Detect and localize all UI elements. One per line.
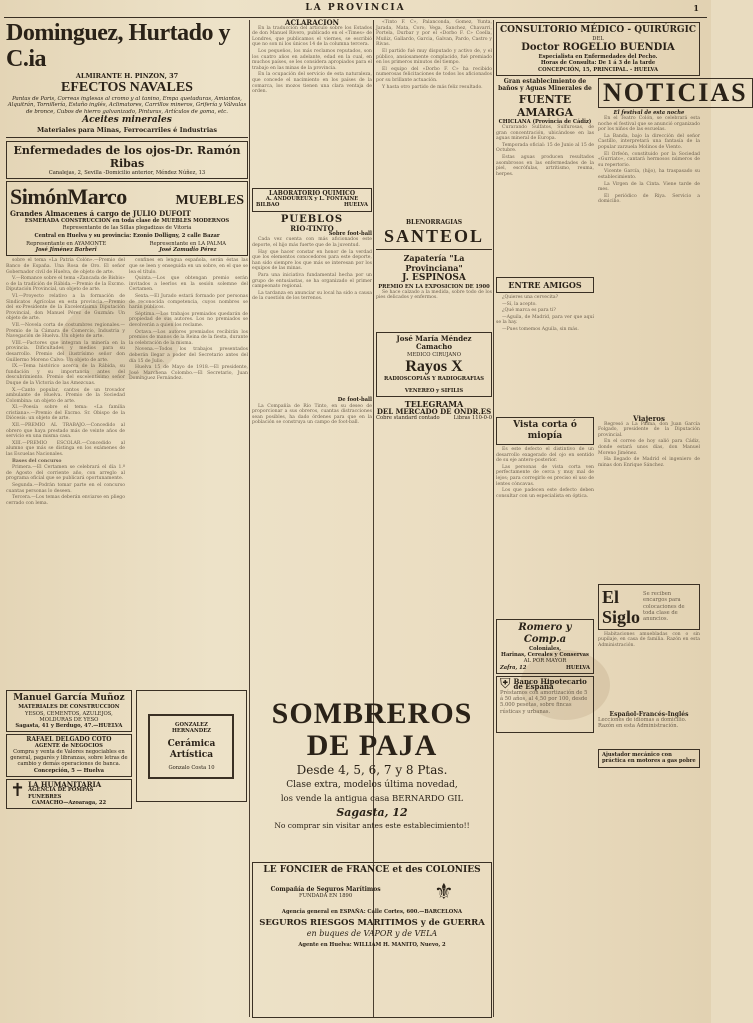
el-siglo-heading: El Siglo [602, 586, 641, 627]
banco-heading: Banco Hipotecario de España [513, 676, 587, 692]
garcia-sub: MATERIALES DE CONSTRUCCION [18, 704, 120, 711]
rayos-heading: Rayos X [405, 358, 463, 375]
sombreros-bernardo: los vende la antigua casa BERNARDO GIL [280, 794, 464, 804]
pueblos-heading: PUEBLOS [280, 213, 344, 225]
ajustador-ad: Ajustador mecánico con práctica en motores a gas pobre [598, 749, 700, 767]
romero-ad [496, 619, 594, 674]
simon-marco-ad [6, 181, 248, 256]
dominguez-title: Dominguez, Hurtado y C.ia [6, 20, 230, 72]
cobre-value: Libras 110-0-0 [453, 415, 492, 421]
rep-left: Representante en AYAMONTE [26, 241, 107, 248]
gran-heading: Gran establecimiento de baños y Aguas Minerales de [498, 77, 592, 93]
fuente-heading: FUENTE AMARGA [516, 92, 574, 119]
sombreros-ad [252, 698, 492, 848]
lab-loc-left: BILBAO [256, 202, 280, 209]
blenorragias-heading: BLENORRAGIAS [405, 219, 463, 226]
garcia-title: Manuel García Muñoz [13, 693, 125, 704]
viajeros-heading: Viajeros [633, 414, 665, 424]
radioscopias: RADIOSCOPIAS Y RADIOGRAFIAS [383, 376, 484, 382]
bank-emblem-icon: ⛨ [500, 675, 511, 692]
doctor: Doctor ROGELIO BUENDIA [521, 42, 675, 54]
festival: El festival de esta noche [613, 109, 685, 116]
dominguez-ad [6, 20, 248, 134]
espanol-heading: Español-Francés-Inglés [609, 710, 689, 718]
garcia-ad [6, 690, 132, 732]
rep-right-name: José Zamudio Pérez [159, 247, 217, 254]
agencia: Agencia general en ESPAÑA: Calle Cortes, 600.—BARCELONA [281, 909, 463, 915]
simon-rep: Representante de las Sillas plegadizas de Vitoria [62, 224, 192, 231]
chiclana: CHICLANA (Provincia de Cádiz) [498, 118, 592, 125]
ribas-ad [6, 141, 248, 179]
compania: Compañía de Seguros Marítimos [270, 885, 381, 893]
espinosa-heading: J. ESPINOSA [402, 272, 466, 283]
rafael-ad [6, 734, 132, 777]
entre-heading: ENTRE AMIGOS [496, 277, 594, 293]
rep-right: Representante en LA PALMA [149, 241, 227, 248]
masthead-rule [4, 17, 707, 18]
agente: Agente en Huelva: WILLIAM H. MANITO, Nuevo, 2 [298, 942, 446, 949]
sombreros-sagasta: Sagasta, 12 [336, 806, 408, 819]
especialista: Especialista en Enfermedades del Pecho. [538, 54, 658, 61]
page-number: 1 [693, 3, 701, 13]
del: DEL [592, 36, 604, 42]
column-divider [493, 20, 494, 1017]
vista-heading: Vista corta ó miopía [496, 417, 594, 445]
sobre-foot-heading: Sobre foot-ball [328, 231, 372, 238]
rafael-sub: AGENTE de NEGOCIOS [34, 742, 103, 749]
consultorio-heading: CONSULTORIO MÉDICO - QUIRÚRGIC [500, 25, 696, 35]
sombreros-desde: Desde 4, 5, 6, 7 y 8 Ptas. [296, 763, 448, 777]
banco-ad: ⛨ Banco Hipotecario de España Préstamos con amortización de 5 á 50 años, al 4,50 por 100, desde 5.000 pesetas, sobre fincas rústicas y urbanas. [496, 676, 594, 733]
sombreros-heading: SOMBREROS DE PAJA [271, 697, 473, 762]
laboratorio-ad [252, 188, 372, 212]
telegrama-heading: TELEGRAMA [404, 399, 464, 410]
dominguez-address: ALMIRANTE H. PINZON, 37 [75, 72, 179, 80]
ceramica-name: GONZALEZ HERNANDEZ [172, 722, 211, 735]
ribas-sub: Canalejas, 2, Sevilla -Domicilio anterior, Méndez Núñez, 13 [48, 170, 206, 177]
horas: Horas de Consulta: De 1 á 3 de la tarde [540, 60, 656, 67]
lab-loc-right: HUELVA [343, 202, 368, 209]
lab-names: A. ANDOUREUX y L. FONTAINE [265, 196, 359, 203]
ceramica-ad [136, 690, 247, 802]
sombreros-comprar: No comprar sin visitar antes este establecimiento!! [274, 821, 470, 830]
laboratorio-title: LABORATORIO QUIMICO [268, 189, 356, 197]
mercado-heading: DEL MERCADO DE ONDR.ES [376, 407, 492, 417]
central: Central en Huelva y su provincia: Ezonio Dolligny, 2 calle Bazar [34, 232, 220, 239]
garcia-items: YESOS, CEMENTOS, AZULEJOS, MOLDURAS DE YESO [25, 710, 113, 723]
column-1 [6, 20, 248, 1020]
noticias-heading: NOTICIAS [598, 78, 753, 108]
rafael-title: RAFAEL DELGADO COTO [26, 736, 112, 744]
efectos-text: Pantas de Paris, Correas inglesas al cromo y al tanino, Empa quetaduras, Amiantos, Alquitrán, Tornillería, Estaño inglés, Aclimatores, Carrillos mineros, Grifería y Válvulas de bronce, Cubos de hierro galvanizado, Pinturas, Artículos de goma, etc. [7, 96, 247, 115]
concurso-text-left: sobre el tema «La Patria Colón».—Premio del Banco de España. Una Rosa de Oro. El señor Gobernador civil de Huelva, de objeto de arte. V.—Romance sobre el tema «Zancada de Bisbis» o de la tradición de Rábida.—Premio de la Excmo. Diputación Provincial, un objeto de arte. VI.—Proyecto relativo a la formación de Sindicatos Agrícolas en esta provincia.—Premio del ex-Presidente de la Excelentísima Diputación Provincial, don Manuel Pérez de Guzmán: Un objeto de arte. VII.—Novela corta de costumbres regionales.—Premio de la Cámara de Comercio, Industria y Navegación de Huelva. Un objeto de arte. VIII.—Factores que integran la minería en la provincia. Dificultades y medios para su desarrollo. Premio del ilustrísimo señor don Guillermo Moreno Calvo: Un objeto de arte. IX.—Tema histórico acerca de la Rábida, su fundación y su importancia antes del descubrimiento. Premio del excelentísimo señor Duque de la Victoria de las Amezcuas. X.—Canto popular, cantos de un trovador ambulante de Huelva. Premio de la Sociedad Colombina: un objeto de arte. XI.—Poesía sobre el tema: «La familia cristiana».—Premio del Excmo. Sr. Obispo de la Diócesis: un objeto de arte. XII.—PREMIO AL TRABAJO.—Concedido al obrero que haya prestado más de veinte años de servicio en una misma casa. XIII.—PREMIO ESCOLAR.—Concedido al alumno que más se distinga en los exámenes de las Escuelas Nacionales. Bases del concurso Primera.—El Certamen se celebrará el día 1.º de Agosto del corriente año, con arreglo al programa oficial que se publicará oportunamente. Segunda.—Podrán tomar parte en el concurso cuantas personas lo deseen. Tercera.—Los temas deberán enviarse en pliego cerrado con lema. [6, 258, 125, 506]
santeol-heading: SANTEOL [383, 225, 485, 246]
seguros: SEGUROS RIESGOS MARITIMOS y de GUERRA [259, 918, 485, 929]
column-2: ACLARACION En la traducción del artículo sobre los Estados de don Manuel Rivero, publicado en el «Times» de Londres, que publicamos el viernes, se escribió que no son ni los únicos 14 de la columna tercera. Los pequeños, los más reclamos reputados, son los cuatro años en adelante, edad en la cual, en muchos países, se les considera apropiados para el trabajo en las minas de la provincia. En la ocupación del servicio de esta naturaleza, que concede el nacimiento en los países de la comarca, los mozos tienen una clara ventaja de orden. LABORATORIO QUIMICO A. ANDOUREUX y L. FONTAINE BILBAO HUELVA PUEBLOS RIO-TINTO Sobre foot-ball Cada vez cuenta con más aficionados este deporte, el hijo más fuerte que de la juventud. Hay que hacer constar en honor de la verdad que los elementos conocedores para este deporte, han sido siempre los que más se interesan por los equipos de las minas. Para una iniciativa fundamental hecha por un grupo de entusiastas, se ha organizado el primer campeonato regional. La tardanza en anunciar su local ha sido a causa de la cuestión de los terrenos. De foot-ball La Compañía de Río Tinto, en su deseo de proporcionar a sus obreros, cuantas distracciones sean posibles, ha dado órdenes para que en la población se construya un campo de foot-ball. [252, 18, 372, 426]
cobre-label: Cobre standard contado [376, 415, 440, 421]
simon-grandes: Grandes Almacenes á cargo de JULIO DUFOIT [10, 209, 191, 219]
jose-maria-name: José María Méndez Camacho [396, 333, 472, 352]
shield-icon: ⚜ [434, 880, 454, 905]
medico: MEDICO CIRUJANO [407, 351, 461, 358]
de-foot-heading: De foot-ball [337, 397, 372, 404]
consultorio-ad [496, 22, 700, 76]
efectos-heading: EFECTOS NAVALES [61, 80, 193, 95]
concurso-text-right: confines en lengua española, serán éstas las que se leen y enseguida en un sobre, en el que se lea el título. Quinta.—Los que obtengan premio serán invitados a leerlos en la sesión solemne del Certamen. Sexta.—El Jurado estará formado por personas de reconocida competencia, cuyos nombres se harán públicos. Séptima.—Los trabajos premiados quedarán de propiedad de sus autores. Los no premiados se devolverán a quien los reclame. Octava.—Los autores premiados recibirán los premios de manos de la Reina de la fiesta, durante la celebración de la misma. Novena.—Todos los trabajos presentados deberán llegar a poder del Secretario antes del día 15 de Julio. Huelva 15 de Mayo de 1918.—El presidente, José Marchena Colombo.—El Secretario, Juan Domínguez Fernández. [129, 258, 248, 382]
rafael-text: Compra y venta de Valores negociables en general, pagarés y libranzas, sobre letras de cambio y demás operaciones de banca. [10, 749, 128, 768]
buques: en buques de VAPOR y de VELA [306, 929, 438, 939]
humanitaria-contact: CAMACHO—Azoaraga, 22 [31, 799, 107, 806]
harinas: Harinas, Cereales y Conservas [501, 652, 589, 659]
huelva: HUELVA [565, 664, 590, 671]
el-siglo-ad: El Siglo Se reciben encargos para colocaciones de toda clase de anuncios. [598, 584, 700, 630]
zafra: Zafra, 12 [500, 664, 527, 671]
venereo: VENEREO y SIFILIS [404, 388, 464, 395]
cross-icon: ✝ [10, 780, 26, 802]
garcia-addr: Sagasta, 41 y Berdugo, 47.—HUELVA [15, 723, 123, 730]
concepcion: CONCEPCIÓN, 15, PRINCIPAL. - HUELVA [537, 66, 659, 73]
column-4: CONSULTORIO MÉDICO - QUIRÚRGIC DEL Doctor ROGELIO BUENDIA Especialista en Enfermedades del Pecho. Horas de Consulta: De 1 á 3 de la tarde CONCEPCIÓN, 15, PRINCIPAL. - HUELVA Gran establecimiento de baños y Aguas Minerales de FUENTE AMARGA CHICLANA (Provincia de Cádiz) Curarando Sulfatos, Sulfurosas, de gran concentración, ubicándose en las aguas mineral de Europa. Temporada oficial: 15 de Junio al 15 de Octubre. Estas aguas producen resultados asombrosos en las enfermedades de la piel, escrófulas, artritismo, reuma, herpes. ENTRE AMIGOS ¿Quieres una cervecita? —Sí, la acepto. ¿Qué marca es para ti? —Aguila, de Madrid, para ver que aquí se la hay. —Pues tomemos Aguila, sin más. Vista corta ó miopía Es este defecto el distintivo de un desarrollo exagerado del ojo en sentido de su eje antero-posterior. Las personas de vista corta ven perfectamente de cerca y muy mal de lejos; para corregirlo es preciso el uso de lentes cóncavas. Los que padecen este defecto deben consultar con un especialista en óptica. Romero y Comp.a Coloniales, Harinas, Cereales y Conservas AL POR MAYOR Zafra, 12 HUELVA ⛨ Banco Hipotecario de España Préstamos con amortización de 5 á 50 años, al 4,50 por 100, desde 5.000 pesetas, sobre fincas rústicas y urbanas. NOTICIAS El festival de esta noche En el Teatro Colón, se celebrará esta noche el festival que se anunció organizado por los niños de las escuelas. La Banda, bajo la dirección del señor Castillo, interpretará una fantasía de la popular zarzuela Molinos de Viento. El Orfeón, constituido por la Sociedad «Gurriato», cantará hermosos números de su repertorio. Vicente García, (hijo), ha traspasado su establecimiento. La Virgen de la Cinta. Viene tarde de mes. El periódico de Riya. Servicio a domicilio. Viajeros Regresó a La Palma, don Juan García Folgado, presidente de la Diputación provincial. En el correo de hoy salió para Cádiz, donde estará unos días, don Manuel Moreno Jiménez. Ha llegado de Madrid el ingeniero de minas don Enrique Sánchez. El Siglo Se reciben encargos para colocaciones de toda clase de anuncios. Habitaciones amuebladas con o sin pupilaje, en casa de familia. Razón en esta Administración. Español-Francés-Inglés Lecciones de idiomas a domicilio. Razón en esta Administración. Ajustador mecánico con práctica en motores a gas pobre [496, 20, 700, 1020]
masthead [0, 0, 711, 16]
zapateria-heading: Zapatería "La Provinciana" [403, 252, 465, 273]
foncier-heading: LE FONCIER de FRANCE et des COLONIES [263, 865, 481, 875]
humanitaria-title: LA HUMANITARIA [28, 779, 102, 789]
simon-muebles: MUEBLES [175, 193, 244, 209]
jose-maria-ad [376, 332, 492, 398]
column-divider [249, 20, 250, 1017]
rep-left-name: José Jiménez Barberi [35, 247, 97, 254]
ceramica-title: Cerámica Artística [167, 738, 216, 760]
ceramica-addr: Gonzalo Costa 10 [168, 764, 215, 771]
materiales: Materiales para Minas, Ferrocarriles é Industrias [36, 126, 218, 135]
ribas-title: Enfermedades de los ojos-Dr. Ramón Ribas [13, 144, 241, 171]
masthead-title: LA PROVINCIA [305, 3, 406, 13]
simon-text: ESMERADA CONSTRUCCION en toda clase de MUEBLES MODERNOS [24, 218, 230, 225]
romero-heading: Romero y Comp.a [518, 622, 572, 646]
column-3: «Tinto F. C», Palanconda, Gomez, Yunta, Jarada, Mata, Coro, Vega, Sanchez, Chavarri, Portela, Durbar y por el «Dorbo F. C» Coella, Muñiz, Gallardo, Garcia, Galvan, Pardo, Castro y Rivas. El partido fué muy disputado y activo de, y el público, ansiosamente complacido, fué premiado en los primeros minutos del tiempo. El equipo del «Dorbo F. C» ha recibido numerosas felicitaciones de todos los aficionados por su brillante actuación. Y hasta otro partido de más feliz resultado. BLENORRAGIAS SANTEOL Zapatería "La Provinciana" J. ESPINOSA PREMIO EN LA EXPOSICION DE 1900 Se hace calzado a la medida, sobre todo de los pies delicados y enfermos. José María Méndez Camacho MEDICO CIRUJANO Rayos X RADIOSCOPIAS Y RADIOGRAFIAS VENEREO y SIFILIS TELEGRAMA DEL MERCADO DE ONDR.ES Cobre standard contado Libras 110-0-0 [376, 20, 492, 421]
foncier-ad [252, 862, 492, 1018]
humanitaria-sub: AGENCIA DE POMPAS FUNEBRES [28, 787, 94, 800]
fundada: FUNDADA EN 1890 [299, 892, 353, 899]
premio: PREMIO EN LA EXPOSICION DE 1900 [378, 283, 490, 290]
humanitaria-ad [6, 779, 132, 809]
sombreros-clase: Clase extra, modelos última novedad, [286, 780, 458, 790]
simon-title: SimónMarco [10, 184, 127, 210]
aclaracion-heading: ACLARACION [285, 18, 339, 27]
rafael-addr: Concepción, 5 — Huelva [33, 767, 104, 774]
aceites-heading: Aceites minerales [82, 115, 172, 126]
riotinto-heading: RIO-TINTO [290, 223, 334, 233]
mayor: AL POR MAYOR [523, 658, 567, 665]
coloniales: Coloniales, [528, 646, 562, 653]
